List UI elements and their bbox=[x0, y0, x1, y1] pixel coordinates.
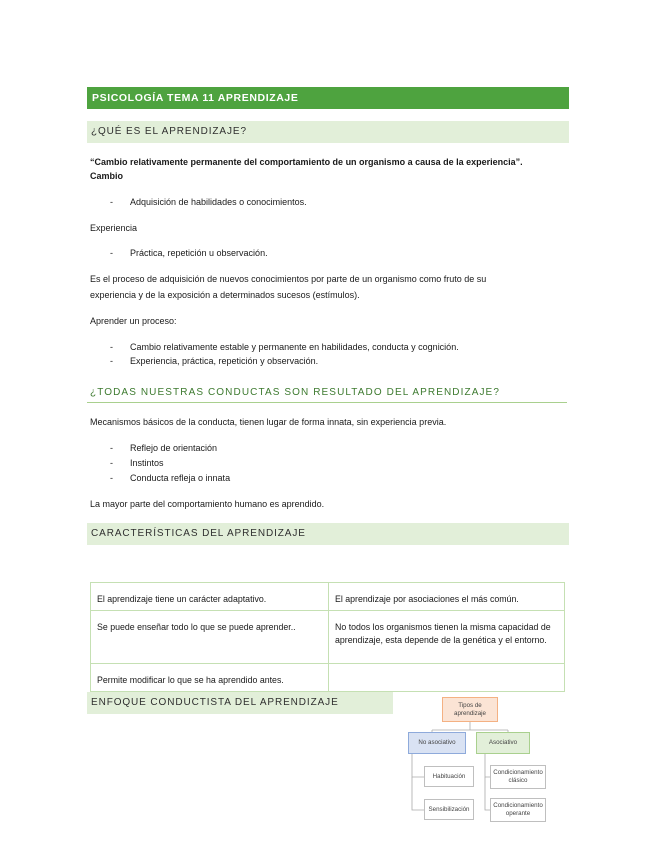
list-item: - Reflejo de orientación bbox=[110, 443, 218, 453]
table-row bbox=[91, 583, 565, 611]
diagram-habituacion-box: Habituación bbox=[424, 766, 474, 787]
section-heading-conductas: ¿TODAS NUESTRAS CONDUCTAS SON RESULTADO DEL APRENDIZAJE? bbox=[87, 384, 567, 403]
table-row bbox=[91, 611, 565, 664]
table-cell: Permite modificar lo que se ha aprendido antes. bbox=[91, 664, 329, 692]
aprender-label: Aprender un proceso: bbox=[90, 316, 177, 326]
list-item: - Cambio relativamente estable y permanente en habilidades, conducta y cognición. bbox=[110, 342, 459, 352]
diagram-sensibilizacion-box: Sensibilización bbox=[424, 799, 474, 820]
table-cell bbox=[329, 664, 565, 692]
list-item: - Conducta refleja o innata bbox=[110, 473, 231, 483]
table-cell: El aprendizaje tiene un carácter adaptativo. bbox=[91, 583, 329, 611]
cambio-label: Cambio bbox=[90, 171, 124, 181]
section-heading-caracteristicas: CARACTERÍSTICAS DEL APRENDIZAJE bbox=[87, 523, 569, 545]
table-cell: El aprendizaje por asociaciones el más común. bbox=[329, 583, 565, 611]
table-cell: No todos los organismos tienen la misma capacidad de aprendizaje, esta depende de la genética y el entorno. bbox=[329, 611, 565, 664]
diagram-asociativo-box: Asociativo bbox=[476, 732, 530, 754]
table-row bbox=[91, 664, 565, 692]
diagram-no-asociativo-box: No asociativo bbox=[408, 732, 466, 754]
diagram-operante-box: Condicionamiento operante bbox=[490, 798, 546, 822]
list-item: - Instintos bbox=[110, 458, 164, 468]
diagram-root-box: Tipos de aprendizaje bbox=[442, 697, 498, 722]
section-heading-enfoque: ENFOQUE CONDUCTISTA DEL APRENDIZAJE bbox=[87, 692, 393, 714]
list-item: - Experiencia, práctica, repetición y observación. bbox=[110, 356, 319, 366]
definition-line-1: Es el proceso de adquisición de nuevos conocimientos por parte de un organismo como fruto de su bbox=[90, 274, 487, 284]
page-title: PSICOLOGÍA TEMA 11 APRENDIZAJE bbox=[87, 87, 569, 109]
table-cell: Se puede enseñar todo lo que se puede aprender.. bbox=[91, 611, 329, 664]
learning-types-diagram bbox=[400, 692, 560, 832]
section-heading-que-es: ¿QUÉ ES EL APRENDIZAJE? bbox=[87, 121, 569, 143]
diagram-clasico-box: Condicionamiento clásico bbox=[490, 765, 546, 789]
list-item: - Adquisición de habilidades o conocimientos. bbox=[110, 197, 307, 207]
list-item: - Práctica, repetición u observación. bbox=[110, 248, 268, 258]
characteristics-table bbox=[90, 582, 565, 692]
mecanismos-text: Mecanismos básicos de la conducta, tienen lugar de forma innata, sin experiencia previa. bbox=[90, 417, 447, 427]
closing-text: La mayor parte del comportamiento humano es aprendido. bbox=[90, 499, 325, 509]
quote-text: “Cambio relativamente permanente del comportamiento de un organismo a causa de la experiencia”. bbox=[90, 157, 523, 167]
experiencia-label: Experiencia bbox=[90, 223, 138, 233]
definition-line-2: experiencia y de la exposición a determinados sucesos (estímulos). bbox=[90, 290, 360, 300]
